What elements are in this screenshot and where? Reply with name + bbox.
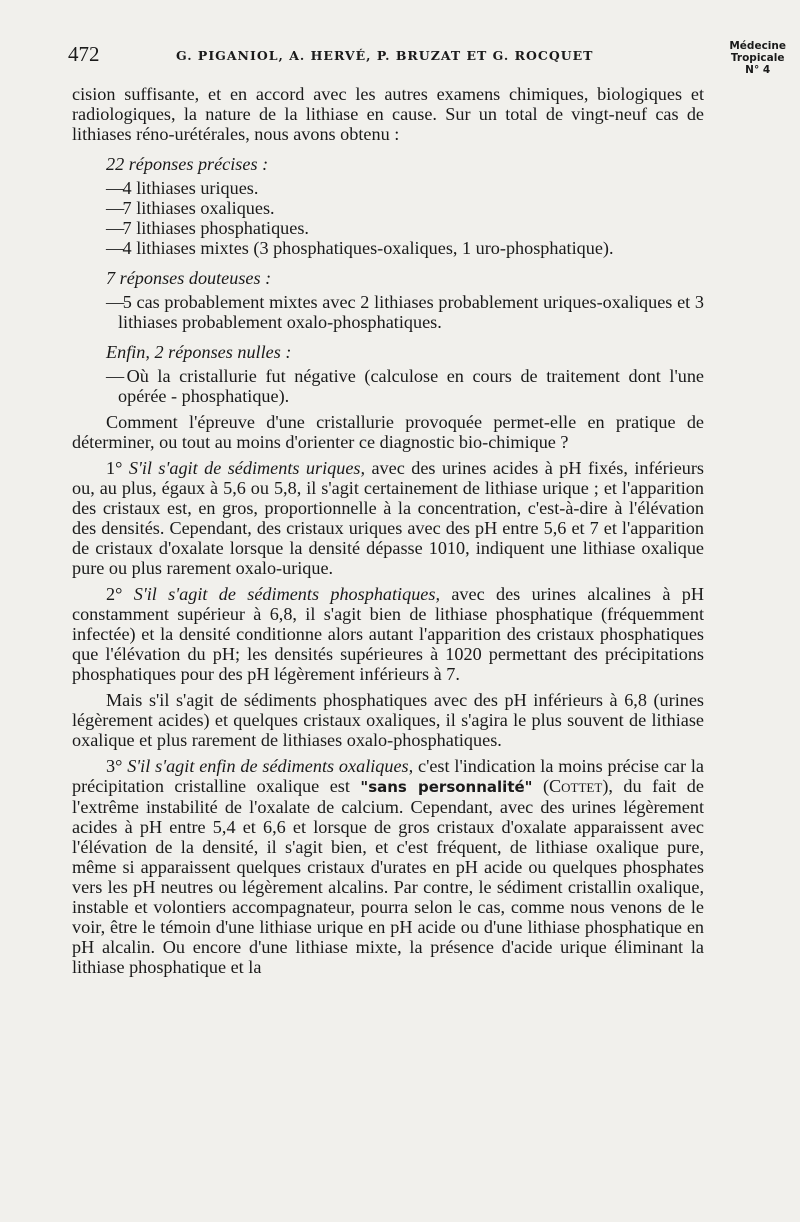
journal-line-1: Médecine (729, 40, 786, 52)
list-item: — 4 lithiases uriques. (106, 178, 259, 198)
paragraph-phosphatic-acid: Mais s'il s'agit de sédiments phosphatiques avec des pH inférieurs à 6,8 (urines légèrement acides) et quelques cristaux oxaliques, il s'agira le plus souvent de lithiase oxalique et plus rarement de lithiases oxalo-phosphatiques. (72, 690, 704, 750)
list-item: — 4 lithiases mixtes (3 phosphatiques-oxaliques, 1 uro-phosphatique). (106, 238, 614, 258)
paragraph-2: Comment l'épreuve d'une cristallurie provoquée permet-elle en pratique de déterminer, ou tout au moins d'orienter ce diagnostic bio-chimique ? (72, 412, 704, 452)
subheading-doubtful: 7 réponses douteuses : (106, 268, 272, 288)
list-item: — 7 lithiases oxaliques. (106, 198, 275, 218)
journal-line-3: N° 4 (745, 64, 771, 76)
page-header (68, 40, 786, 80)
page-number: 472 (68, 42, 100, 66)
journal-mark (729, 40, 786, 76)
list-item: — 7 lithiases phosphatiques. (106, 218, 309, 238)
paragraph-1: cision suffisante, et en accord avec les autres examens chimiques, biologiques et radiologiques, la nature de la lithiase en cause. Sur un total de vingt-neuf cas de lithiases réno-urétérales, nous avons obtenu : (72, 84, 704, 144)
journal-line-2: Tropicale (730, 52, 785, 64)
paragraph-uric: 1° S'il s'agit de sédiments uriques, avec des urines acides à pH fixés, inférieurs ou, au plus, égaux à 5,6 ou 5,8, il s'agit certainement de lithiase urique ; et l'apparition des cristaux est, en gros, proportionnelle à la concentration, c'est-à-dire à l'élévation des densités. Cependant, des cristaux uriques avec des pH entre 5,6 et 7 et l'apparition de cristaux d'oxalate lorsque la densité dépasse 1010, indiquent une lithiase oxalique pure ou plus rarement oxalo-urique. (72, 458, 705, 578)
subheading-precise: 22 réponses précises : (106, 154, 269, 174)
list-item: — Où la cristallurie fut négative (calculose en cours de traitement dont l'une opérée - phosphatique). (106, 366, 705, 406)
body-text (72, 84, 704, 977)
running-head: G. PIGANIOL, A. HERVÉ, P. BRUZAT ET G. ROCQUET (176, 48, 594, 63)
subheading-null: Enfin, 2 réponses nulles : (106, 342, 292, 362)
paragraph-oxalic: 3° S'il s'agit enfin de sédiments oxaliques, c'est l'indication la moins précise car la précipitation cristalline oxalique est "sans personnalité" (Cottet), du fait de l'extrême instabilité de l'oxalate de calcium. Cependant, avec des urines légèrement acides à pH entre 5,4 et 6,6 et lorsque de gros cristaux d'oxalate apparaissent avec l'élévation de la densité, il s'agit bien, et c'est fréquent, de lithiase oxalique pure, même si apparaissent quelques cristaux d'urates en pH acide ou quelques phosphates vers les pH neutres ou légèrement alcalins. Par contre, le sédiment cristallin oxalique, instable et volontiers accompagnateur, pourra selon le cas, comme nous venons de le voir, être le témoin d'une lithiase urique en pH acide ou d'une lithiase phosphatique en pH alcalin. Ou encore d'une lithiase mixte, la présence d'acide urique éliminant la lithiase phosphatique et la (72, 756, 704, 977)
list-item: — 5 cas probablement mixtes avec 2 lithiases probablement uriques-oxaliques et 3 lithiases probablement oxalo-phosphatiques. (106, 292, 705, 332)
paragraph-phosphatic: 2° S'il s'agit de sédiments phosphatiques, avec des urines alcalines à pH constamment supérieur à 6,8, il s'agit bien de lithiase phosphatique (fréquemment infectée) et la densité conditionne alors autant l'apparition des cristaux phosphatiques que l'élévation du pH; les densités supérieures à 1020 permettant des précipitations phosphatiques pour des pH légèrement inférieurs à 7. (72, 584, 704, 684)
